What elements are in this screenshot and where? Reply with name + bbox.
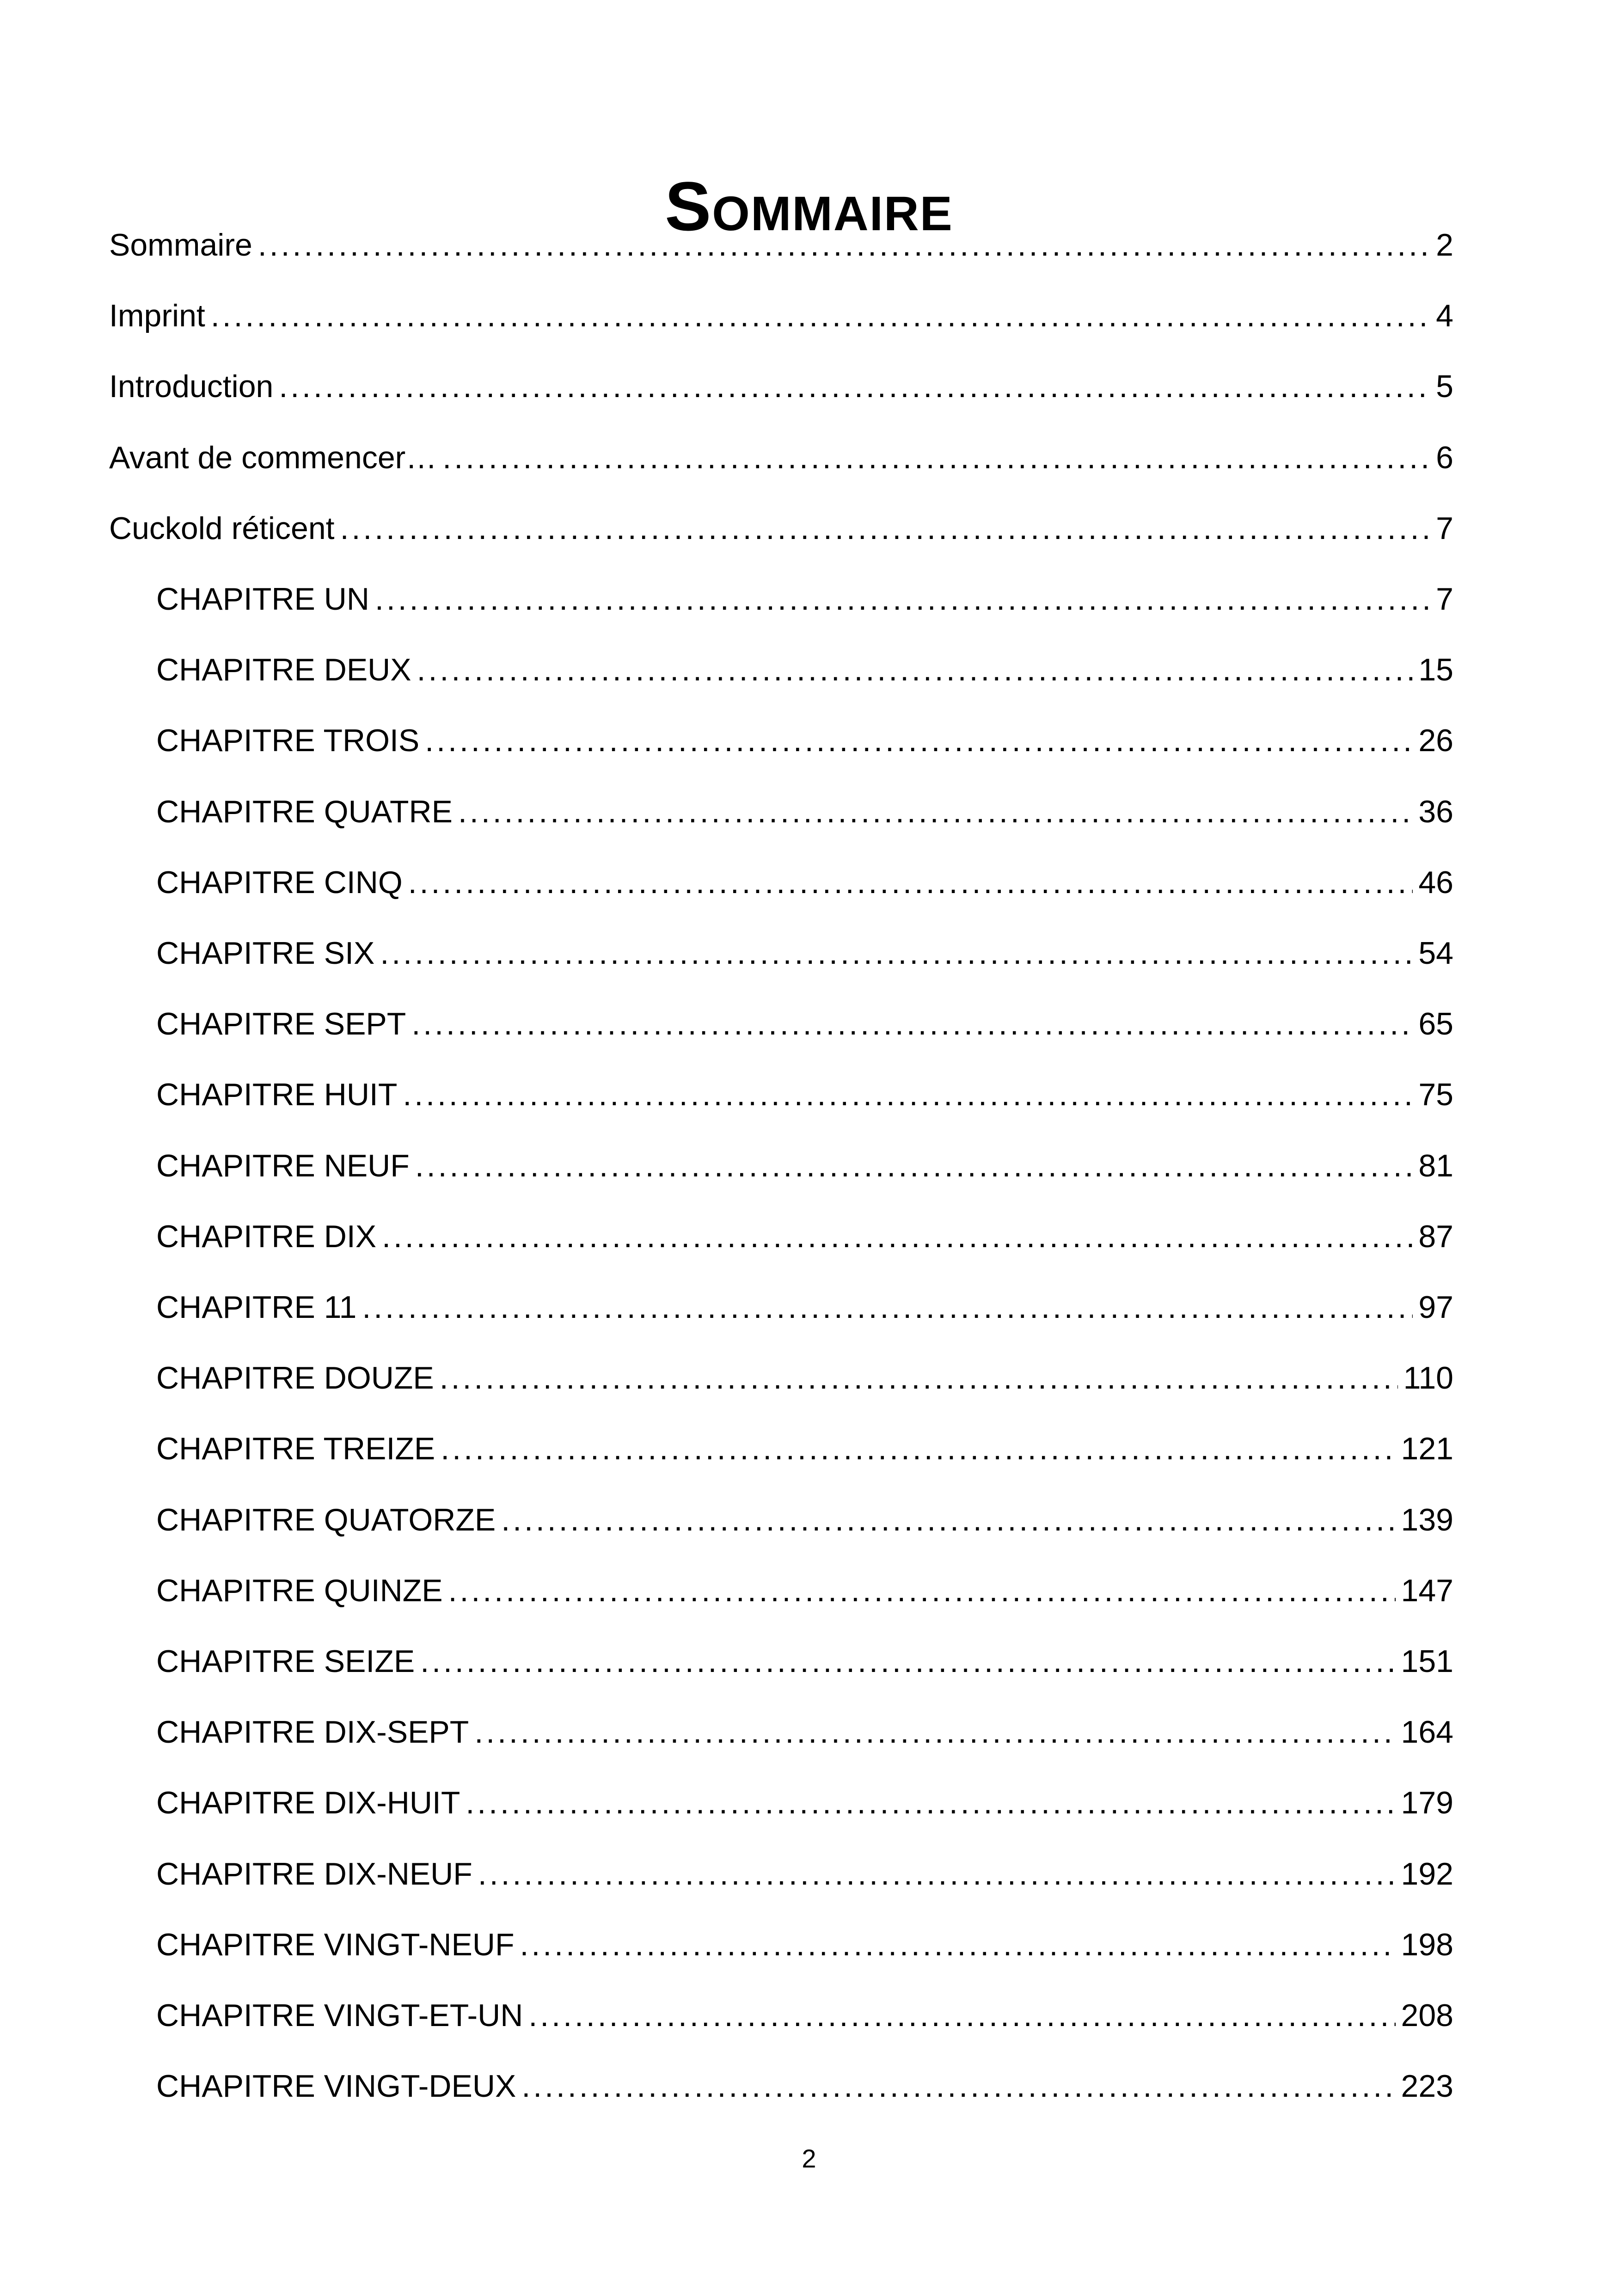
toc-entry[interactable] bbox=[156, 2063, 1453, 2109]
toc-entry[interactable] bbox=[156, 1355, 1453, 1401]
toc-entry[interactable] bbox=[156, 789, 1453, 835]
toc-entry-label: Sommaire bbox=[109, 227, 252, 263]
toc-entry-label: CHAPITRE UN bbox=[156, 582, 369, 617]
toc-entry-label: CHAPITRE VINGT-DEUX bbox=[156, 2069, 516, 2104]
dot-leader bbox=[408, 859, 1413, 906]
dot-leader bbox=[411, 1001, 1413, 1047]
dot-leader bbox=[211, 293, 1430, 339]
toc-entry-label: CHAPITRE DIX-SEPT bbox=[156, 1714, 469, 1750]
dot-leader bbox=[501, 1497, 1395, 1543]
toc-entry-page: 15 bbox=[1418, 652, 1453, 687]
dot-leader bbox=[520, 1922, 1396, 1968]
toc-entry-label: CHAPITRE DIX-NEUF bbox=[156, 1856, 472, 1892]
toc-entry[interactable] bbox=[109, 222, 1453, 268]
toc-entry-label: CHAPITRE QUINZE bbox=[156, 1573, 443, 1608]
toc-entry-page: 54 bbox=[1418, 936, 1453, 971]
dot-leader bbox=[417, 647, 1413, 693]
toc-entry[interactable] bbox=[156, 1426, 1453, 1472]
toc-entry[interactable] bbox=[156, 1992, 1453, 2039]
toc-entry-page: 7 bbox=[1436, 582, 1453, 617]
toc-entry-label: CHAPITRE TROIS bbox=[156, 723, 420, 758]
toc-entry-page: 208 bbox=[1401, 1998, 1453, 2033]
toc-entry-page: 2 bbox=[1436, 227, 1453, 263]
toc-entry[interactable] bbox=[156, 1143, 1453, 1189]
toc-entry-page: 6 bbox=[1436, 440, 1453, 475]
toc-entry-label: CHAPITRE HUIT bbox=[156, 1077, 398, 1112]
toc-entry-label: Avant de commencer… bbox=[109, 440, 437, 475]
toc-entry[interactable] bbox=[109, 435, 1453, 481]
toc-entry[interactable] bbox=[156, 1497, 1453, 1543]
toc-entry-label: CHAPITRE TREIZE bbox=[156, 1431, 435, 1466]
page-number: 2 bbox=[802, 2144, 816, 2173]
toc-entry-page: 192 bbox=[1401, 1856, 1453, 1892]
dot-leader bbox=[474, 1709, 1395, 1755]
toc-entry-page: 121 bbox=[1401, 1431, 1453, 1466]
toc-entry-label: CHAPITRE 11 bbox=[156, 1290, 357, 1325]
toc-entry-page: 97 bbox=[1418, 1290, 1453, 1325]
toc-entry[interactable] bbox=[156, 647, 1453, 693]
toc-entry-label: CHAPITRE VINGT-ET-UN bbox=[156, 1998, 523, 2033]
dot-leader bbox=[258, 222, 1430, 268]
toc-entry[interactable] bbox=[109, 505, 1453, 551]
dot-leader bbox=[425, 717, 1413, 764]
toc-entry-label: CHAPITRE CINQ bbox=[156, 865, 403, 900]
toc-entry-label: CHAPITRE DIX bbox=[156, 1219, 377, 1254]
dot-leader bbox=[528, 1992, 1395, 2039]
dot-leader bbox=[458, 789, 1413, 835]
toc-entry-page: 26 bbox=[1418, 723, 1453, 758]
toc-entry[interactable] bbox=[156, 1851, 1453, 1897]
toc-entry[interactable] bbox=[156, 859, 1453, 906]
toc-entry-label: Introduction bbox=[109, 369, 274, 404]
toc-entry-label: Imprint bbox=[109, 298, 205, 333]
toc-entry[interactable] bbox=[156, 1284, 1453, 1330]
toc-entry-label: CHAPITRE QUATORZE bbox=[156, 1502, 496, 1537]
toc-entry[interactable] bbox=[156, 576, 1453, 622]
toc-entry-label: CHAPITRE NEUF bbox=[156, 1148, 410, 1183]
toc-entry-page: 223 bbox=[1401, 2069, 1453, 2104]
toc-entry[interactable] bbox=[156, 1001, 1453, 1047]
toc-entry[interactable] bbox=[156, 1071, 1453, 1118]
dot-leader bbox=[380, 930, 1413, 976]
toc-entry-page: 164 bbox=[1401, 1714, 1453, 1750]
dot-leader bbox=[478, 1851, 1396, 1897]
toc-entry[interactable] bbox=[156, 1922, 1453, 1968]
dot-leader bbox=[420, 1638, 1395, 1684]
dot-leader bbox=[382, 1213, 1413, 1260]
toc-entry-label: CHAPITRE DOUZE bbox=[156, 1360, 434, 1396]
toc-entry-page: 75 bbox=[1418, 1077, 1453, 1112]
toc-entry-page: 5 bbox=[1436, 369, 1453, 404]
toc-entry-page: 81 bbox=[1418, 1148, 1453, 1183]
toc-entry-label: CHAPITRE VINGT-NEUF bbox=[156, 1927, 515, 1962]
dot-leader bbox=[466, 1780, 1395, 1826]
toc-entry-page: 7 bbox=[1436, 511, 1453, 546]
toc-entry[interactable] bbox=[156, 1213, 1453, 1260]
dot-leader bbox=[521, 2063, 1395, 2109]
toc-entry-page: 139 bbox=[1401, 1502, 1453, 1537]
dot-leader bbox=[362, 1284, 1413, 1330]
dot-leader bbox=[442, 435, 1430, 481]
toc-entry-page: 179 bbox=[1401, 1785, 1453, 1820]
toc-entry-label: CHAPITRE DEUX bbox=[156, 652, 411, 687]
toc-entry-page: 151 bbox=[1401, 1644, 1453, 1679]
toc-entry[interactable] bbox=[156, 930, 1453, 976]
toc-entry-page: 147 bbox=[1401, 1573, 1453, 1608]
toc-entry-page: 198 bbox=[1401, 1927, 1453, 1962]
toc-entry-label: CHAPITRE QUATRE bbox=[156, 794, 453, 829]
page-title: Sommaire bbox=[665, 167, 953, 245]
toc-entry-page: 110 bbox=[1403, 1360, 1453, 1396]
dot-leader bbox=[279, 363, 1430, 410]
toc-entry[interactable] bbox=[109, 363, 1453, 410]
toc-entry[interactable] bbox=[156, 1567, 1453, 1614]
toc-entry[interactable] bbox=[156, 1638, 1453, 1684]
toc-entry[interactable] bbox=[156, 1780, 1453, 1826]
toc-entry-page: 36 bbox=[1418, 794, 1453, 829]
toc-entry[interactable] bbox=[109, 293, 1453, 339]
dot-leader bbox=[375, 576, 1430, 622]
toc-entry[interactable] bbox=[156, 1709, 1453, 1755]
toc-entry-label: CHAPITRE DIX-HUIT bbox=[156, 1785, 460, 1820]
toc-entry-page: 4 bbox=[1436, 298, 1453, 333]
dot-leader bbox=[340, 505, 1431, 551]
toc-entry-page: 65 bbox=[1418, 1006, 1453, 1041]
toc-entry-page: 87 bbox=[1418, 1219, 1453, 1254]
dot-leader bbox=[403, 1071, 1413, 1118]
toc-entry[interactable] bbox=[156, 717, 1453, 764]
toc-entry-page: 46 bbox=[1418, 865, 1453, 900]
dot-leader bbox=[440, 1355, 1398, 1401]
toc-entry-label: CHAPITRE SEPT bbox=[156, 1006, 406, 1041]
toc-entry-label: Cuckold réticent bbox=[109, 511, 335, 546]
toc-entry-label: CHAPITRE SEIZE bbox=[156, 1644, 415, 1679]
dot-leader bbox=[441, 1426, 1395, 1472]
dot-leader bbox=[448, 1567, 1396, 1614]
dot-leader bbox=[415, 1143, 1413, 1189]
toc-entry-label: CHAPITRE SIX bbox=[156, 936, 375, 971]
